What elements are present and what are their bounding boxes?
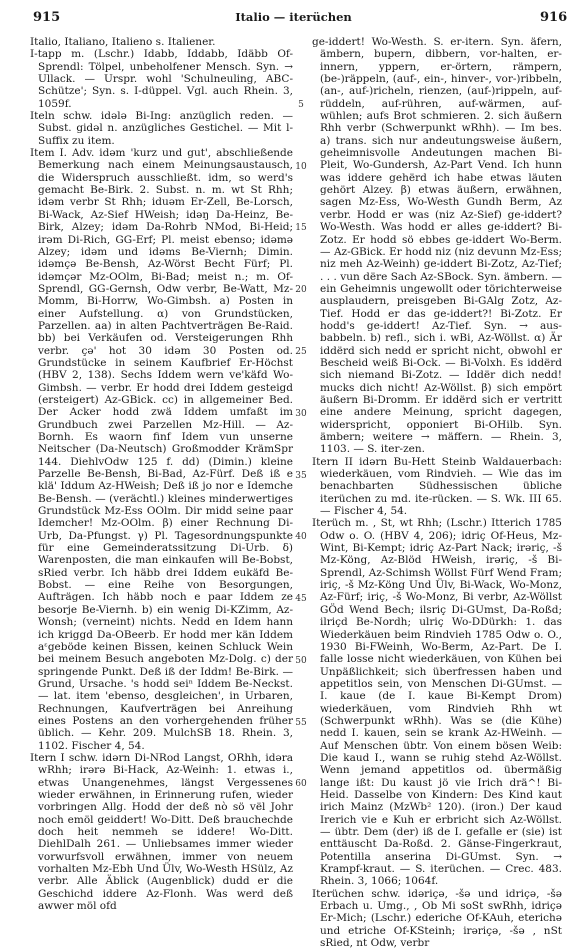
page-number-left: 915 <box>33 10 61 25</box>
page-number-right: 916 <box>540 10 568 25</box>
entry-iteln: Iteln schw. idələ Bi-Ing: anzüglich reden. — Subst. gidəl n. anzügliches Gestichel. — Mit l-Suffix zu item. <box>30 110 293 147</box>
line-number: 15 <box>295 223 307 233</box>
entry-itern-1: Itern I schw. idərn Di-NRod Langst, ORhh, idəra wRhh; irərə Bi-Hack, Az-Weinh: 1. etwas i., etwas Unangenehmes, längst Vergessenes wieder erwähnen, in Erinnerung rufen, wieder vorbringen Allg. Hodd der deß nò sö vël Johr noch emöl geiddert! Wo-Ditt. Deß brauchechde doch heit nemmeh se iddere! Wo-Ditt. DiehlDalh 261. — Unliebsames immer wieder vorwurfsvoll erwähnen, immer von neuem vorhalten Mz-Ebh Und Ülv, Wo-Westh HSülz, Az verbr. Alle Äblick (Augenblick) dudd er die Geschichd iddere Az-Flonh. Was werd deß awwer möl ofd <box>30 751 293 913</box>
left-column <box>30 36 293 912</box>
page-header <box>0 10 587 30</box>
entry-iteruchen: Iterüchen schw. idəriçə, -šə und idriçə, -šə Erbach u. Umg., , Ob Mi soSt swRhh, idriçə Er-Mich; (Lschr.) ederiche Of-KAuh, eterichə und etriche Of-KSteinh; irəriçə, -šə , nSt sRied, nt Odw, verbr <box>312 887 562 949</box>
line-number: 10 <box>295 162 307 172</box>
line-number: 30 <box>295 409 307 419</box>
line-number: 35 <box>295 471 307 481</box>
line-number: 45 <box>295 594 307 604</box>
entry-itern-1-continued: ge-iddert! Wo-Westh. S. er-itern. Syn. äfern, ämbern, bupern, dibbern, vor-halten, er-innern, yppern, er-örtern, rämpern, (be-)räppeln, (auf-, ein-, hinver-, vor-)ribbeln, (an-, auf-)richeln, rienzen, (auf-)rippeln, auf-rüddeln, auf-rühren, auf-wärmen, auf-wühlen; aufs Brot schmieren. 2. sich äußern Rhh verbr (Schwerpunkt wRhh). — Im bes. a) trans. sich nur andeutungsweise äußern, geheimnisvolle Andeutungen machen Bi-Pleit, Wo-Gundersh, Az-Part Vend. Ich hunn was iddere gehërd ich habe etwas läuten gehört Alzey. β) etwas äußern, erwähnen, sagen Mz-Ess, Wo-Westh Gundh Berm, Az verbr. Hodd er was (niz Az-Sief) ge-iddert? Wo-Westh. Was hodd er alles ge-iddert? Bi-Zotz. Er hodd sö ebbes ge-iddert Wo-Berm. — Az-GBick. Er hodd niz (niz devunn Mz-Ess; niz meh Az-Weinh) ge-iddert Bi-Zotz, Az-Tief; . . . vun dëre Sach Az-SBock. Syn. ämbern. — ein Geheimnis ungewollt oder törichterweise ausplaudern, preisgeben Bi-GAlg Zotz, Az-Tief. Hodd er das ge-iddert?! Bi-Zotz. Er hodd's ge-iddert! Az-Tief. Syn. → aus-babbeln. b) refl., sich i. wBi, Az-Wöllst. α) Är iddërd sich nedd er spricht nicht, obwohl er Bescheid weiß Bi-Ock. — Bi-Volxh. Es iddërd sich niemand Bi-Zotz. — Iddër dich nedd! mucks dich nicht! Az-Wöllst. β) sich empört äußern Bi-Dromm. Er iddërd sich er vertritt eine andere Meinung, spricht dagegen, widerspricht, opponiert Bi-OHilb. Syn. ämbern; weitere → mäffern. — Rhein. 3, 1103. — S. iter-zen. <box>312 36 562 456</box>
entry-item: Item I. Adv. idəm 'kurz und gut', abschließende Bemerkung nach einem Meinungsaustausch, die Widerspruch ausschließt. idm, so werd's gemacht Be-Birk. 2. Subst. n. m. wt St Rhh; idəm verbr St Rhh; iduəm Er-Zell, Be-Lorsch, Bi-Wack, Az-Sief HWeish; idəŋ Da-Heinz, Be-Birk, Alzey; idəm Da-Rohrb NMod, Bi-Heid; irəm Di-Rich, GG-Erf; Pl. meist ebenso; idəmə Alzey; idəm und idəms Be-Viernh; Dimin. idəmçə Be-Bensh, Az-Wörst Becht Fürf; Pl. idəmçər Mz-OOlm, Bi-Bad; meist n.; m. Of-Sprendl, GG-Gernsh, Odw verbr, Be-Watt, Mz-Momm, Bi-Horrw, Wo-Gimbsh. a) Posten in einer Aufstellung. α) von Grundstücken, Parzellen. aa) in alten Pachtverträgen Be-Raid. bb) bei Verkäufen od. Versteigerungen Rhh verbr. çə' hot 30 idəm 30 Posten od. Grundstücke in seinem Kaufbrief Er-Höchst (HBV 2, 138). Sechs Iddem wern ve'käfd Wo-Gimbsh. — verbr. Er hodd drei Iddem gesteigd (ersteigert) Az-GBick. cc) in allgemeiner Bed. Der Acker hodd zwä Iddem umfaßt im Grundbuch zwei Parzellen Mz-Hill. — Az-Bornh. Es waorn finf Idem vun unserne Neitscher (Da-Neutsch) Großmodder KrämSpr 144. DiehlvOdw 125 f. dd) (Dimin.) kleine Parzelle Be-Bensh, Bi-Bad, Az-Fürf. Deß iß e klä' Iddum Az-HWeish; Deß iß jo nor e Idemche Be-Bensh. — (verächtl.) kleines minderwertiges Grundstück Mz-Ess OOlm. Dir midd seine paar Idemcher! Mz-OOlm. β) einer Rechnung Di-Urb, Da-Pfungst. γ) Pl. Tagesordnungspunkte für eine Gemeinderatssitzung Di-Urb. δ) Warenposten, die man einkaufen will Be-Bobst, sRied verbr. Ich häbb drei Iddem eukäfd Be-Bobst. — eine Reihe von Besorgungen, Aufträgen. Ich häbb noch e paar Iddem ze besorje Be-Viernh. b) ein wenig Di-KZimm, Az-Wonsh; (verneint) nichts. Nedd en Idem hann ich kriggd Da-OBeerb. Er hodd mer kän Iddem aᵋgeböde keinen Bissen, keinen Schluck Wein bei meinem Besuch angeboten Mz-Dolg. c) der springende Punkt. Deß iß der Iddm! Be-Birk. — Grund, Ursache. 's hodd seiⁿ Iddem Be-Neckst. — lat. item 'ebenso, desgleichen', in Urbaren, Rechnungen, Kaufverträgen bei Anreihung eines Postens an den vorhergehenden früher üblich. — Kehr. 209. MulchSB 18. Rhein. 3, 1102. Fischer 4, 54. <box>30 147 293 752</box>
line-number: 5 <box>298 100 304 110</box>
right-column <box>312 36 562 949</box>
entry-itern-2: Itern II idərn Bu-Hett Steinb Waldauerbach: wiederkäuen, vom Rindvieh. — Wie das im benachbarten Südhessischen übliche iterüchen zu md. ite-rücken. — S. Wk. III 65. — Fischer 4, 54. <box>312 455 562 518</box>
running-title: Italio — iterüchen <box>235 10 352 24</box>
line-number: 55 <box>295 718 307 728</box>
line-number: 50 <box>295 656 307 666</box>
line-number: 60 <box>295 779 307 789</box>
line-number: 25 <box>295 347 307 357</box>
line-number: 20 <box>295 285 307 295</box>
entry-itapp: I-tapp m. (Lschr.) Idabb, Iddabb, Idäbb Of-Sprendl: Tölpel, unbeholfener Mensch. Syn. → Ullack. — Urspr. wohl 'Schulneuling, ABC-Schütze'; Syn. s. I-düppel. Vgl. auch Rhein. 3, 1059f. <box>30 48 293 110</box>
line-number: 40 <box>295 532 307 542</box>
entry-italio: Italio, Italiano, Italieno s. Italiener. <box>30 36 216 48</box>
entry-iteruch: Iterüch m. , St, wt Rhh; (Lschr.) Itterich 1785 Odw o. O. (HBV 4, 206); idriç Of-Heus, Mz-Wint, Bi-Kempt; idriç Az-Part Nack; irəriç, -š Mz-Köng, Az-Blöd HWeish, irəriç, -š Bi-Sprendl, Az-Schimsh Wöllst Fürf Wend Fram; iriç, -š Mz-Köng Und Ülv, Bi-Wack, Wo-Monz, Az-Fürf; iriç, -š Wo-Monz, Bi verbr, Az-Wöllst GÖd Wend Bech; ilsriç Di-GUmst, Da-Roßd; ilriçd Be-Nordh; ulriç Wo-DDürkh: 1. das Wiederkäuen beim Rindvieh 1785 Odw o. O., 1930 Bi-FWeinh, Wo-Berm, Az-Part. De I. falle losse nicht wiederkäuen, von Kühen bei Unpäßlichkeit; sich überfressen haben und appetitlos sein, von Menschen Di-GUmst. — I. kaue (de I. kaue Bi-Kempt Drom) wiederkäuen, vom Rindvieh Rhh wt (Schwerpunkt wRhh). Was se (die Kühe) nedd I. kauen, sein se krank Az-HWeinh. — Auf Menschen übtr. Von einem bösen Weib: Die kaud I., wann se ruhig stehd Az-Wöllst. Wenn jemand appetitlos od. übermäßig lange ißt: Du kaust jö vie Irich drä^! Bi-Heid. Dasselbe von Kindern: Des Kind kaut irich Mainz (MzWb² 120). (iron.) Der kaud Irerich vie e Kuh er erbricht sich Az-Wöllst. — übtr. Dem (der) iß de I. gefalle er (sie) ist enttäuscht Da-Roßd. 2. Gänse-Fingerkraut, Potentilla anserina Di-GUmst. Syn. → Krampf-kraut. — S. iterüchen. — Crec. 483. Rhein. 3, 1066; 1064f. <box>312 517 562 888</box>
